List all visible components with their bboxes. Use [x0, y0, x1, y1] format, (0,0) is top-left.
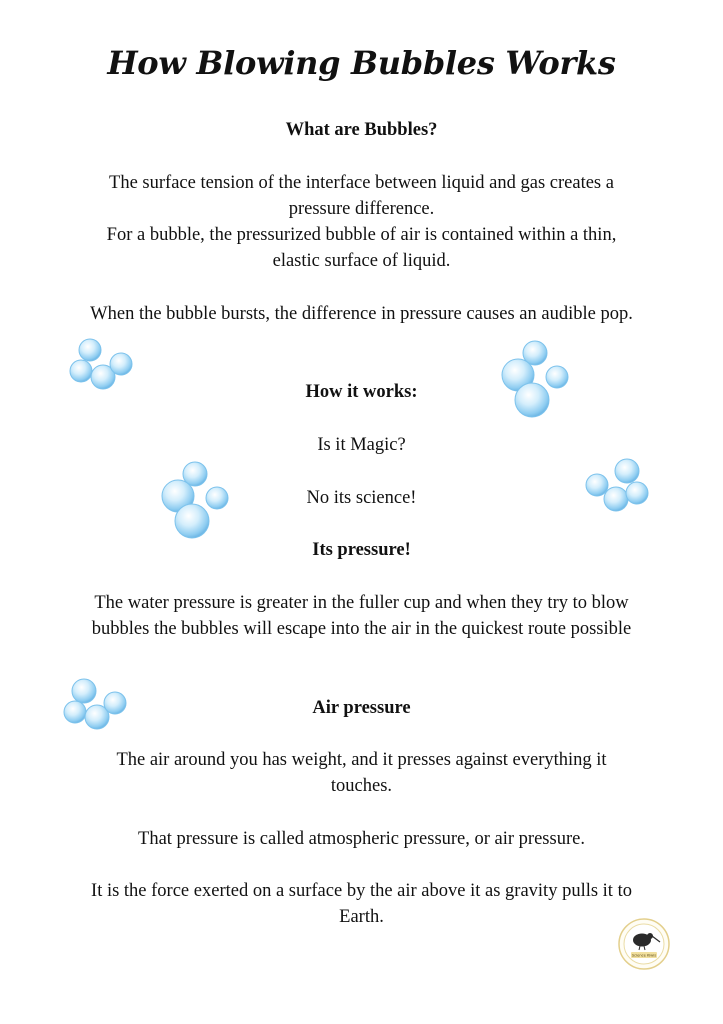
paragraph-line: pressure difference.: [288, 199, 435, 219]
paragraph-line: elastic surface of liquid.: [272, 251, 451, 271]
bubble-cluster-icon: [160, 460, 232, 542]
bubble-cluster-icon: [62, 677, 130, 733]
heading-what-are-bubbles: What are Bubbles?: [285, 120, 438, 140]
page-title: How Blowing Bubbles Works: [107, 44, 616, 82]
heading-how-it-works: How it works:: [305, 382, 418, 402]
heading-air-pressure: Air pressure: [312, 698, 411, 718]
paragraph-line: When the bubble bursts, the difference in pressure causes an audible pop.: [90, 304, 633, 324]
kiwi-bird-badge-icon: [617, 917, 671, 971]
paragraph-line: No its science!: [306, 488, 417, 508]
paragraph-line: touches.: [330, 776, 393, 796]
bubble-cluster-icon: [68, 338, 136, 392]
paragraph-line: The surface tension of the interface between liquid and gas creates a: [109, 173, 614, 193]
bubble-cluster-icon: [583, 458, 651, 514]
paragraph-line: Is it Magic?: [317, 435, 406, 455]
paragraph-line: Earth.: [339, 907, 384, 927]
paragraph-line: For a bubble, the pressurized bubble of air is contained within a thin,: [106, 225, 617, 245]
bubble-cluster-icon: [500, 340, 572, 420]
paragraph-line: The air around you has weight, and it presses against everything it: [116, 750, 607, 770]
paragraph-line: The water pressure is greater in the fuller cup and when they try to blow: [94, 593, 629, 613]
logo-text: Science Kiwis: [631, 953, 657, 958]
paragraph-line: bubbles the bubbles will escape into the air in the quickest route possible: [91, 619, 632, 639]
paragraph-line: That pressure is called atmospheric pressure, or air pressure.: [138, 829, 585, 849]
paragraph-line: It is the force exerted on a surface by the air above it as gravity pulls it to: [91, 881, 632, 901]
heading-its-pressure: Its pressure!: [312, 540, 411, 560]
